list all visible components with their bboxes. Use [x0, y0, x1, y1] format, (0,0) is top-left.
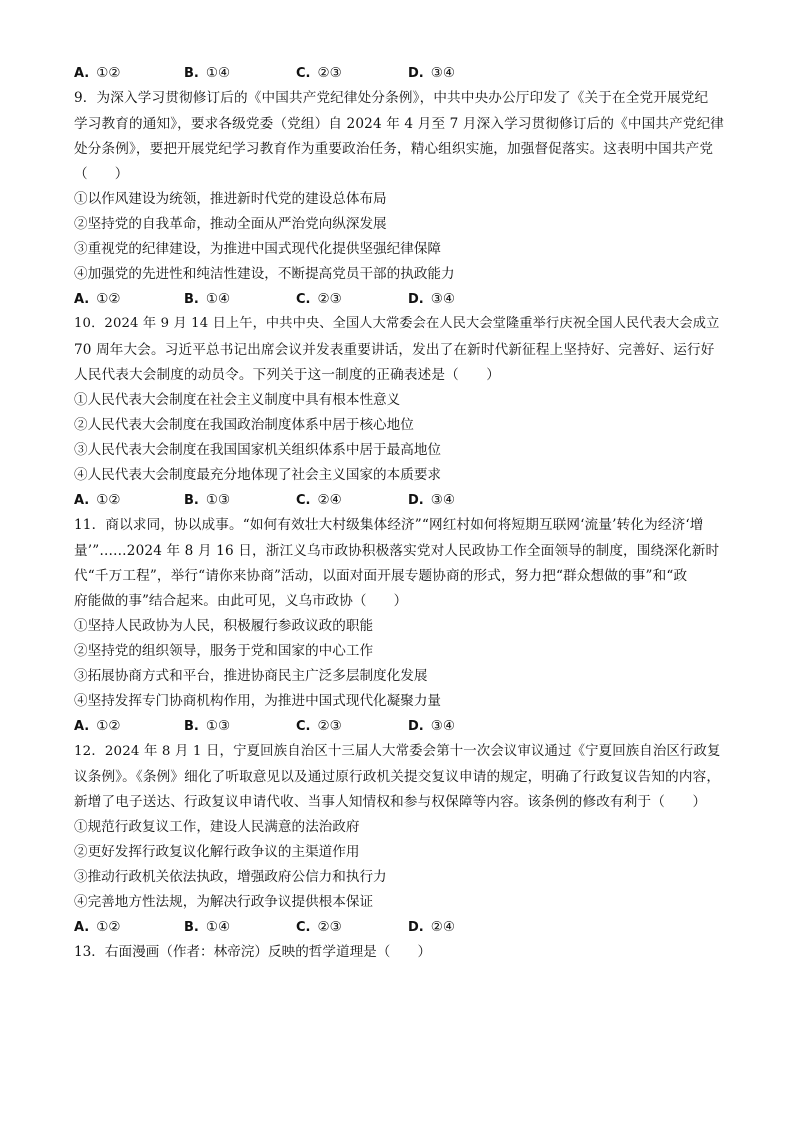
- q9-option-d[interactable]: D. ③④: [408, 291, 456, 307]
- q11-option-d[interactable]: D. ③④: [408, 718, 456, 734]
- q12-stem-line-3: 新增了电子送达、行政复议申请代收、当事人知情权和参与权保障等内容。该条例的修改有利于（ ）: [74, 794, 707, 810]
- q13-stem-line-1: 13．右面漫画（作者：林帝浣）反映的哲学道理是（ ）: [74, 944, 432, 960]
- q9-stem-line-3: 处分条例》，要把开展党纪学习教育作为重要政治任务，精心组织实施，加强督促落实。这表明中国共产党: [74, 141, 714, 157]
- q10-choice-3: ③人民代表大会制度在我国国家机关组织体系中居于最高地位: [74, 442, 442, 458]
- q11-stem-line-3: 代“千万工程”，举行“请你来协商”活动，以面对面开展专题协商的形式，努力把“群众想做的事”和“政: [74, 568, 688, 584]
- q12-options: [74, 918, 494, 936]
- q9-answer-blank: （ ）: [74, 166, 129, 182]
- q9-option-b[interactable]: B. ①④: [184, 291, 231, 307]
- q12-option-d[interactable]: D. ②④: [408, 919, 456, 935]
- q10-stem-line-1: 10．2024 年 9 月 14 日上午，中共中央、全国人大常委会在人民大会堂隆重举行庆祝全国人民代表大会成立: [74, 316, 720, 331]
- q8-option-c[interactable]: C. ②③: [296, 65, 342, 81]
- q11-options: [74, 717, 494, 735]
- q10-choice-2: ②人民代表大会制度在我国政治制度体系中居于核心地位: [74, 417, 414, 433]
- q11-option-a[interactable]: A. ①②: [74, 718, 121, 734]
- q11-choice-1: ①坚持人民政协为人民，积极履行参政议政的职能: [74, 618, 374, 634]
- q10-option-a[interactable]: A. ①②: [74, 492, 121, 508]
- q10-choice-4: ④人民代表大会制度最充分地体现了社会主义国家的本质要求: [74, 467, 442, 483]
- q9-choice-1: ①以作风建设为统领，推进新时代党的建设总体布局: [74, 191, 387, 207]
- q9-stem-line-1: 9．为深入学习贯彻修订后的《中国共产党纪律处分条例》，中共中央办公厅印发了《关于在全党开展党纪: [74, 90, 709, 106]
- q12-choice-2: ②更好发挥行政复议化解行政争议的主渠道作用: [74, 844, 360, 860]
- q12-option-a[interactable]: A. ①②: [74, 919, 121, 935]
- q9-choice-2: ②坚持党的自我革命，推动全面从严治党向纵深发展: [74, 216, 387, 232]
- q10-choice-1: ①人民代表大会制度在社会主义制度中具有根本性意义: [74, 392, 401, 408]
- q8-option-d[interactable]: D. ③④: [408, 65, 456, 81]
- q10-options: [74, 491, 494, 509]
- q11-choice-2: ②坚持党的组织领导，服务于党和国家的中心工作: [74, 643, 374, 659]
- q11-stem-line-4: 府能做的事”结合起来。由此可见，义乌市政协（ ）: [74, 593, 408, 609]
- q11-choice-4: ④坚持发挥专门协商机构作用，为推进中国式现代化凝聚力量: [74, 693, 442, 709]
- q8-option-a[interactable]: A. ①②: [74, 65, 121, 81]
- q9-options: [74, 290, 494, 308]
- q10-stem-line-2: 70 周年大会。习近平总书记出席会议并发表重要讲话，发出了在新时代新征程上坚持好、完善好、运行好: [74, 342, 715, 358]
- q10-option-c[interactable]: C. ②④: [296, 492, 342, 508]
- q11-option-c[interactable]: C. ②③: [296, 718, 342, 734]
- q9-choice-3: ③重视党的纪律建设，为推进中国式现代化提供坚强纪律保障: [74, 241, 442, 257]
- q9-option-c[interactable]: C. ②③: [296, 291, 342, 307]
- q12-choice-4: ④完善地方性法规，为解决行政争议提供根本保证: [74, 894, 374, 910]
- q9-stem-line-2: 学习教育的通知》，要求各级党委（党组）自 2024 年 4 月至 7 月深入学习贯彻修订后的《中国共产党纪律: [74, 116, 725, 132]
- q10-option-b[interactable]: B. ①③: [184, 492, 231, 508]
- q11-choice-3: ③拓展协商方式和平台，推进协商民主广泛多层制度化发展: [74, 668, 428, 684]
- q8-option-b[interactable]: B. ①④: [184, 65, 231, 81]
- q12-choice-3: ③推动行政机关依法执政，增强政府公信力和执行力: [74, 869, 387, 885]
- q12-option-c[interactable]: C. ②③: [296, 919, 342, 935]
- q11-option-b[interactable]: B. ①③: [184, 718, 231, 734]
- q12-choice-1: ①规范行政复议工作，建设人民满意的法治政府: [74, 819, 360, 835]
- q12-stem-line-1: 12．2024 年 8 月 1 日，宁夏回族自治区十三届人大常委会第十一次会议审议通过《宁夏回族自治区行政复: [74, 744, 721, 759]
- q12-option-b[interactable]: B. ①④: [184, 919, 231, 935]
- q12-stem-line-2: 议条例》。《条例》细化了听取意见以及通过原行政机关提交复议申请的规定，明确了行政复议告知的内容，: [74, 769, 721, 785]
- q10-option-d[interactable]: D. ③④: [408, 492, 456, 508]
- q11-stem-line-1: 11．商以求同，协以成事。“如何有效壮大村级集体经济”“网红村如何将短期互联网‘流量’转化为经济‘增: [74, 517, 704, 533]
- q9-option-a[interactable]: A. ①②: [74, 291, 121, 307]
- q8-options: [74, 64, 494, 82]
- q10-stem-line-3: 人民代表大会制度的动员令。下列关于这一制度的正确表述是（ ）: [74, 367, 501, 383]
- q11-stem-line-2: 量’”……2024 年 8 月 16 日，浙江义乌市政协积极落实党对人民政协工作全面领导的制度，围绕深化新时: [74, 543, 720, 559]
- q9-choice-4: ④加强党的先进性和纯洁性建设，不断提高党员干部的执政能力: [74, 266, 455, 282]
